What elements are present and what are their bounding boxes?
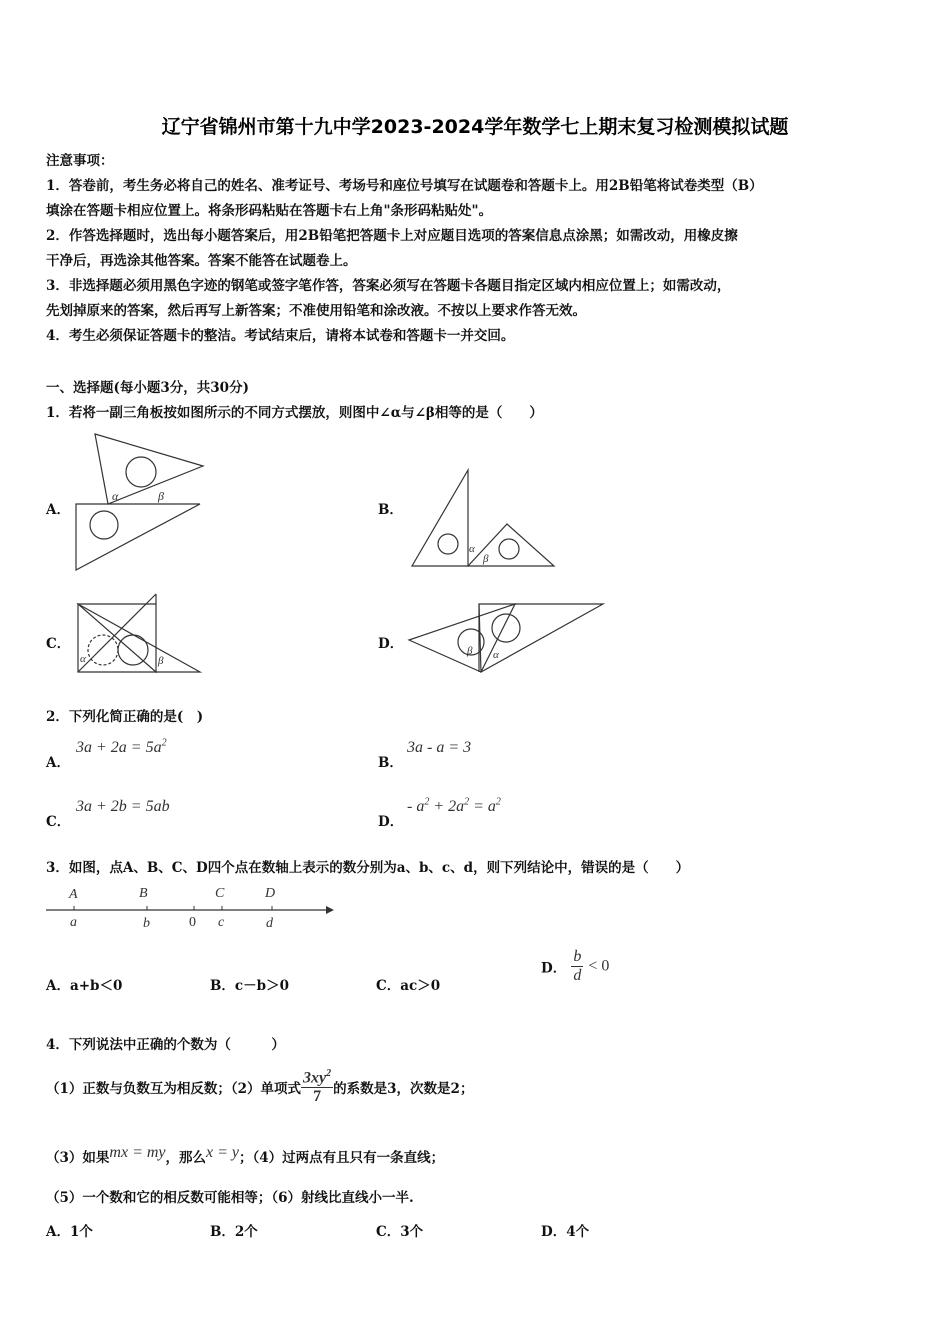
exponent: 2 [464, 796, 470, 808]
q1-label-c: C． [46, 636, 71, 652]
monomial-fraction [301, 1068, 333, 1106]
statement-text: 的系数是3，次数是2； [333, 1081, 474, 1098]
option-label: D． [541, 960, 567, 977]
q1-label-a: A． [46, 502, 70, 518]
circle-hole [126, 457, 156, 487]
fraction-b-over-d [571, 948, 583, 985]
q4-option-a[interactable]: A．1个 [46, 1224, 93, 1240]
circle-hole [492, 614, 520, 642]
alpha-label: α [112, 489, 119, 503]
q3-option-b[interactable]: B．c－b＞0 [210, 978, 289, 994]
q3-stem: 3．如图，点A、B、C、D四个点在数轴上表示的数分别为a、b、c、d，则下列结论中，错误的是（ ） [46, 860, 690, 876]
point-b-label: B [139, 886, 148, 901]
beta-label: β [483, 553, 489, 565]
statement-text: ；（4）过两点有且只有一条直线； [239, 1150, 445, 1166]
exponent: 2 [161, 737, 167, 749]
beta-label: β [158, 655, 164, 667]
q2-stem: 2．下列化简正确的是( ) [46, 709, 204, 725]
math-expr: mx = my [109, 1144, 166, 1161]
q2-label-d: D． [378, 814, 404, 830]
denominator: 7 [313, 1088, 322, 1106]
expr: 3a + 2a = 5a [76, 739, 162, 756]
alpha-label: α [469, 543, 475, 555]
q2-option-d[interactable] [407, 796, 501, 816]
numerator-text: 3xy [303, 1069, 327, 1087]
notice-line-2: 填涂在答题卡相应位置上。将条形码粘贴在答题卡右上角"条形码粘贴处"。 [46, 203, 493, 219]
exponent: 2 [495, 796, 501, 808]
statement-text: ，那么 [165, 1150, 207, 1166]
q1-label-d: D． [378, 636, 404, 652]
expr-part: = a [469, 798, 496, 815]
set-square-right [468, 524, 554, 566]
math-expr: x = y [206, 1144, 240, 1161]
set-square-left [412, 470, 468, 566]
q3-option-a[interactable]: A．a+b＜0 [46, 978, 123, 994]
notice-line-5: 3．非选择题必须用黑色字迹的钢笔或签字笔作答，答案必须写在答题卡各题目指定区域内相应位置上；如需改动， [46, 278, 731, 294]
q2-option-a[interactable] [76, 737, 167, 757]
q3-option-c[interactable]: C．ac＞0 [376, 978, 441, 994]
statement-text: （3）如果 [46, 1150, 110, 1166]
value-b: b [143, 916, 150, 931]
q1-label-b: B． [378, 502, 403, 518]
page-title: 辽宁省锦州市第十九中学2023-2024学年数学七上期末复习检测模拟试题 [161, 116, 789, 138]
q1-figure-c [70, 590, 210, 680]
arrow-head [326, 906, 334, 914]
circle-hole [90, 511, 118, 539]
set-square-1 [78, 604, 200, 672]
notice-line-6: 先划掉原来的答案，然后再写上新答案；不准使用铅笔和涂改液。不按以上要求作答无效。 [46, 303, 586, 319]
expr: 3a - a = 3 [407, 739, 472, 756]
beta-label: β [467, 645, 473, 657]
notice-line-7: 4．考生必须保证答题卡的整洁。考试结束后，请将本试卷和答题卡一并交回。 [46, 328, 515, 344]
q2-option-c[interactable] [76, 796, 170, 816]
point-a-label: A [69, 887, 78, 902]
exponent: 2 [424, 796, 430, 808]
q2-label-c: C． [46, 814, 71, 830]
numerator [301, 1068, 333, 1088]
set-square-2 [78, 604, 156, 672]
q4-option-c[interactable]: C．3个 [376, 1224, 424, 1240]
q1-stem: 1．若将一副三角板按如图所示的不同方式摆放，则图中∠α与∠β相等的是（ ） [46, 405, 543, 421]
exponent: 2 [326, 1068, 332, 1079]
q2-option-b[interactable] [407, 737, 471, 757]
q1-figure-b [405, 466, 565, 574]
q2-label-a: A． [46, 755, 70, 771]
point-d-label: D [265, 886, 276, 901]
q4-option-d[interactable]: D．4个 [541, 1224, 590, 1240]
section-heading: 一、选择题(每小题3分，共30分) [46, 380, 249, 396]
value-c: c [218, 915, 225, 930]
numerator: b [573, 948, 582, 965]
expr: 3a + 2b = 5ab [76, 798, 170, 815]
value-a: a [70, 915, 77, 930]
q4-statement-5-6: （5）一个数和它的相反数可能相等；（6）射线比直线小一半. [46, 1190, 414, 1206]
point-c-label: C [215, 886, 225, 901]
statement-text: （1）正数与负数互为相反数；（2）单项式 [46, 1081, 302, 1098]
number-line [44, 880, 344, 935]
notice-line-4: 干净后，再选涂其他答案。答案不能答在试题卷上。 [46, 253, 357, 269]
q4-statement-3-4 [46, 1146, 444, 1167]
circle-hole [438, 534, 458, 554]
q4-option-b[interactable]: B．2个 [210, 1224, 258, 1240]
beta-label: β [158, 489, 164, 503]
alpha-label: α [80, 653, 86, 665]
circle-hole [88, 635, 118, 665]
expr-part: - a [407, 798, 425, 815]
circle-hole [118, 635, 148, 665]
notice-line-3: 2．作答选择题时，选出每小题答案后，用2B铅笔把答题卡上对应题目选项的答案信息点涂黑；如需改动，用橡皮擦 [46, 228, 738, 244]
q1-figure-a [70, 428, 210, 576]
q4-stem: 4．下列说法中正确的个数为（ ） [46, 1037, 285, 1053]
expr-part: + 2a [429, 798, 465, 815]
notice-heading: 注意事项： [46, 153, 114, 169]
q4-statement-1-2 [46, 1068, 473, 1106]
value-zero: 0 [189, 915, 196, 930]
q1-figure-d [405, 600, 610, 680]
circle-hole [499, 539, 519, 559]
denominator: d [573, 967, 582, 984]
relation: < 0 [588, 957, 610, 975]
q3-option-d[interactable] [541, 948, 609, 985]
q2-label-b: B． [378, 755, 403, 771]
notice-line-1: 1．答卷前，考生务必将自己的姓名、准考证号、考场号和座位号填写在试题卷和答题卡上。用2B铅笔将试卷类型（B） [46, 178, 763, 194]
alpha-label: α [493, 649, 499, 661]
value-d: d [266, 916, 273, 931]
